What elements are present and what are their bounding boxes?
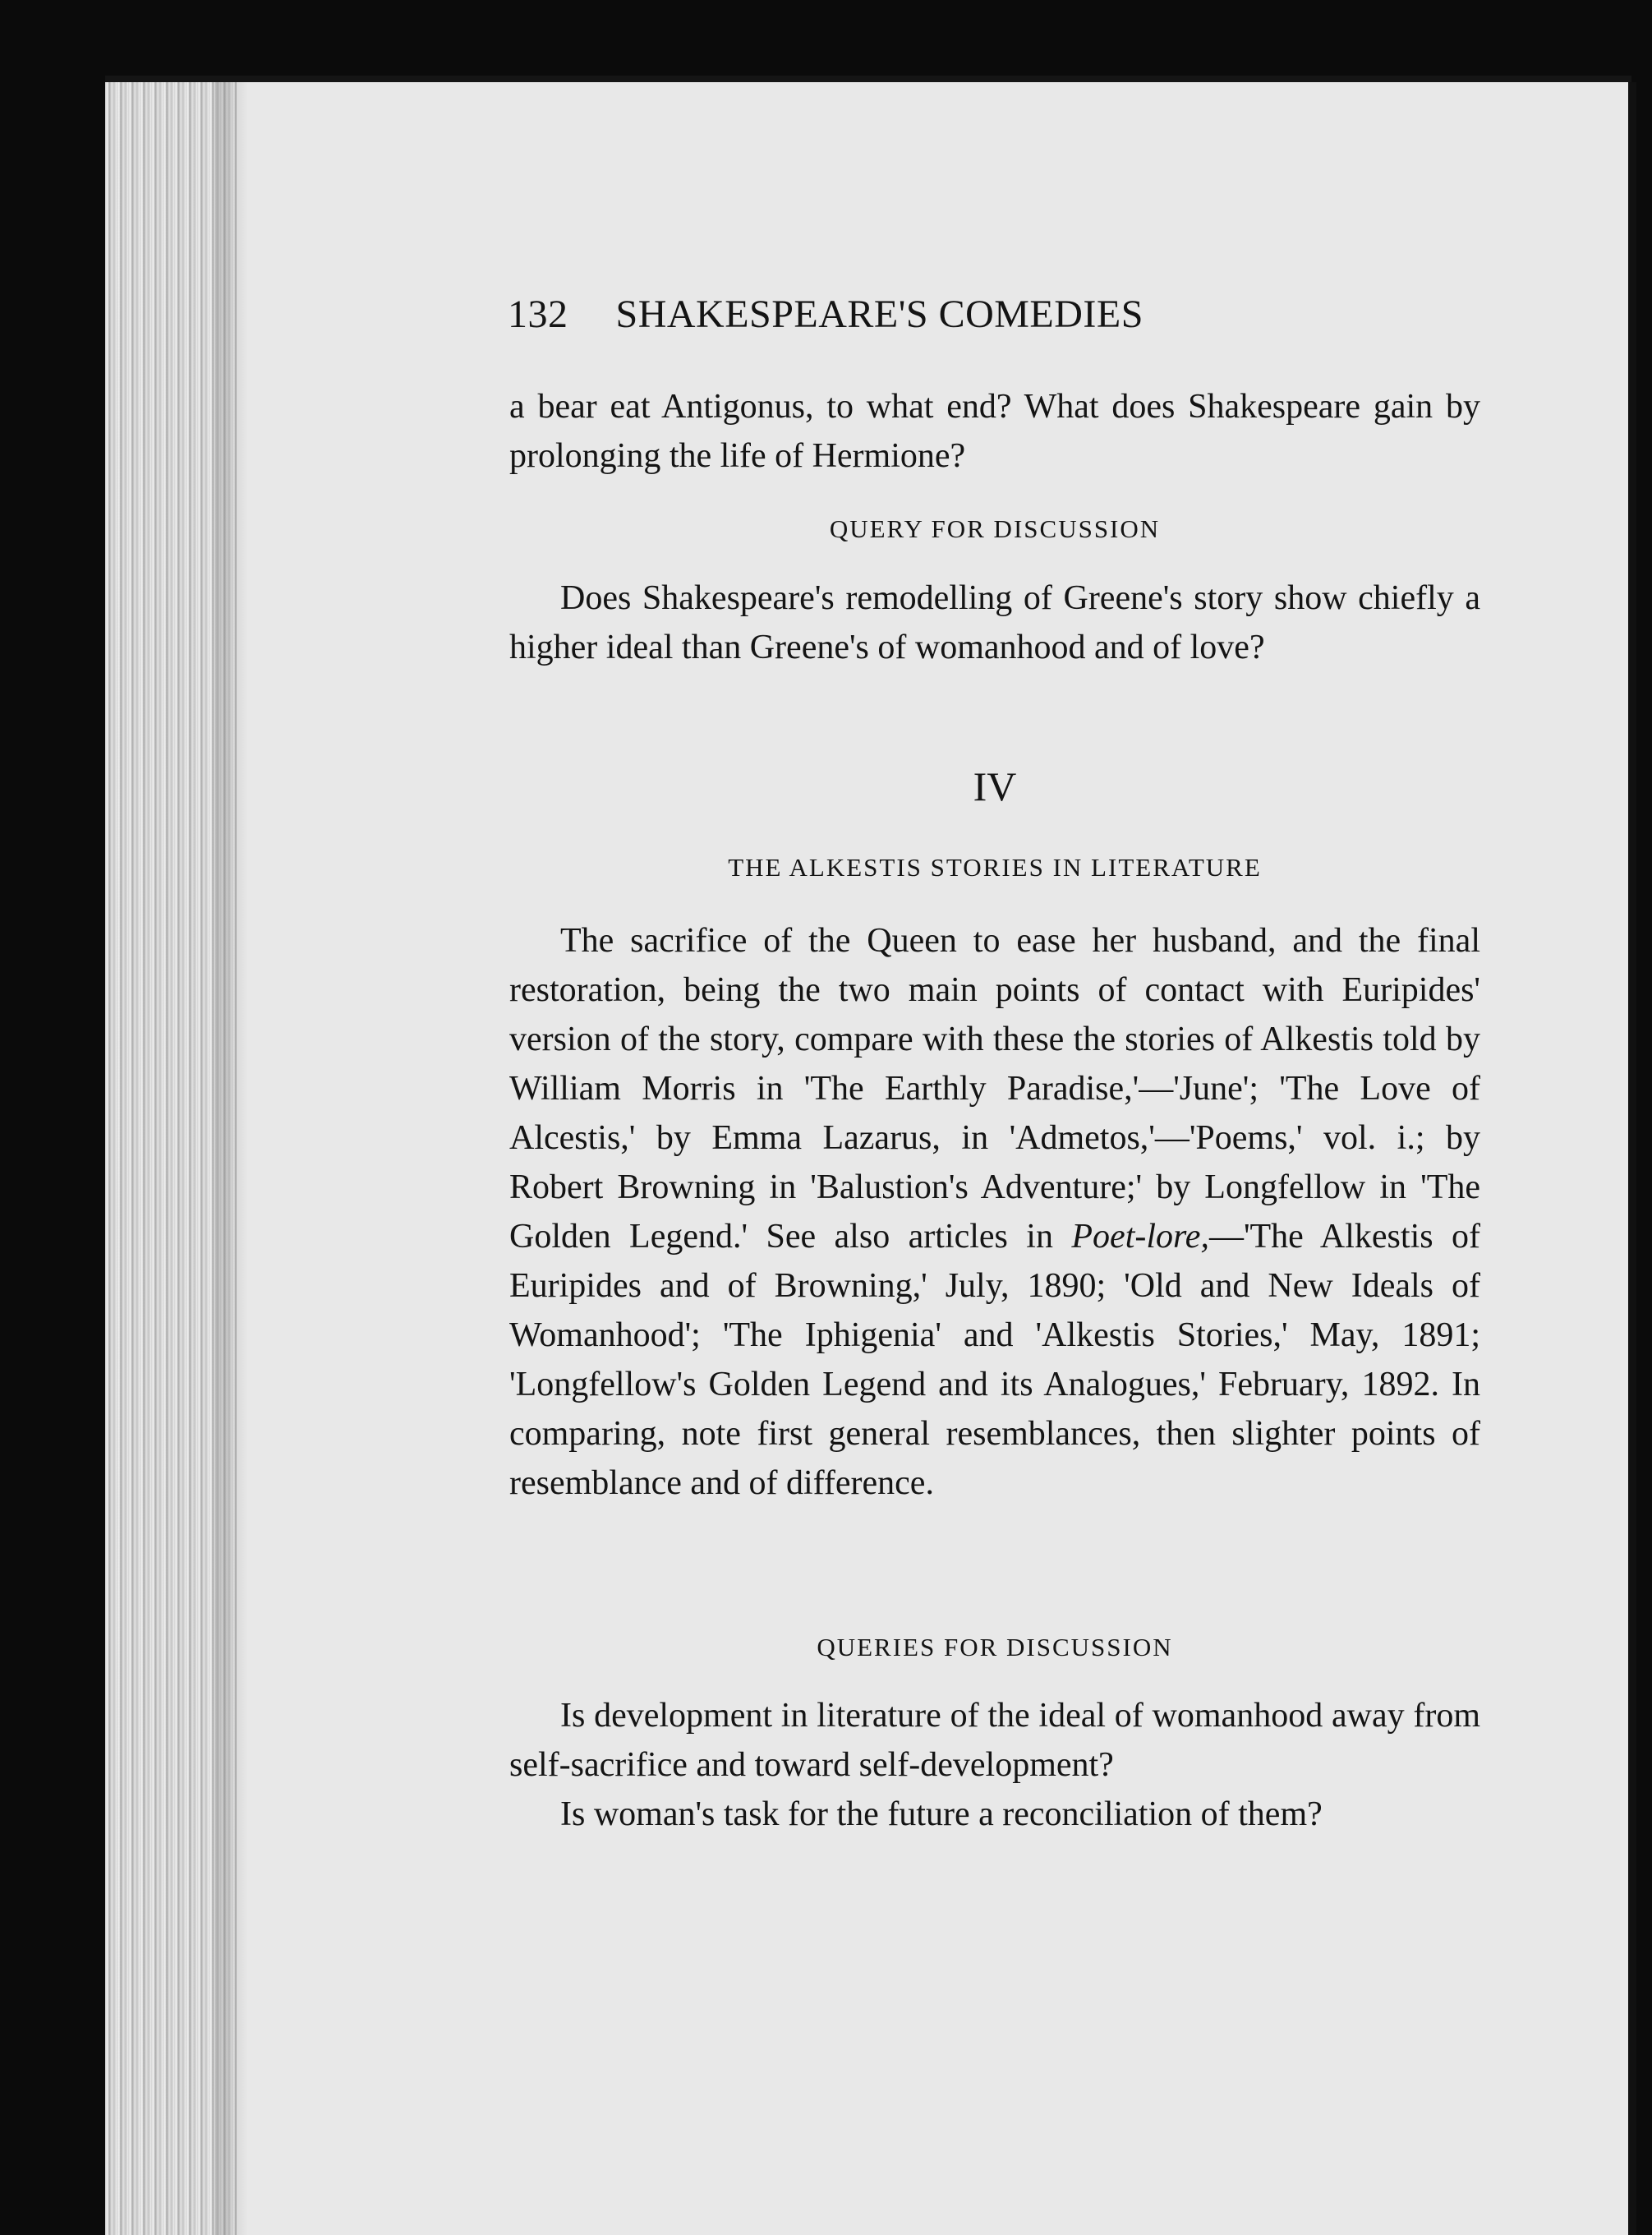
- gutter-shadow: [215, 82, 248, 2235]
- top-paragraph: [509, 382, 1480, 481]
- query-item: Is development in literature of the ideal of womanhood away from self-sacrifice and toward self-development?: [509, 1697, 1480, 1784]
- running-title: SHAKESPEARE'S COMEDIES: [615, 293, 1144, 336]
- main-paragraph-text: [509, 916, 1480, 1508]
- query-item: Is woman's task for the future a reconciliation of them?: [560, 1795, 1323, 1833]
- section-number: IV: [973, 763, 1017, 809]
- main-paragraph-part2: —'The Alkestis of Euripides and of Browning,' July, 1890; 'Old and New Ideals of Womanhood'; 'The Iphigenia' and 'Alkestis Stories,' May, 1891; 'Longfellow's Golden Legend and its Analogues,' February, 1892. In comparing, note first general resemblances, then slighter points of resemblance and of difference.: [509, 1218, 1480, 1502]
- main-paragraph-part1: The sacrifice of the Queen to ease her husband, and the final restoration, being the two main points of contact with Euripides' version of the story, compare with these the stories of Alkestis told by William Morris in 'The Earthly Paradise,'—'June'; 'The Love of Alcestis,' by Emma Lazarus, in 'Admetos,'—'Poems,' vol. i.; by Robert Browning in 'Balustion's Adventure;' by Longfellow in 'The Golden Legend.' See also articles in: [509, 922, 1480, 1256]
- query-heading: QUERY FOR DISCUSSION: [829, 514, 1161, 543]
- section-title: THE ALKESTIS STORIES IN LITERATURE: [728, 853, 1262, 882]
- query-text: Does Shakespeare's remodelling of Greene's story show chiefly a higher ideal than Greene's of womanhood and of love?: [509, 579, 1480, 666]
- query-paragraph: [509, 574, 1480, 672]
- scan-right-border: [1628, 82, 1636, 2235]
- top-paragraph-text: a bear eat Antigonus, to what end? What does Shakespeare gain by prolonging the life of Hermione?: [509, 388, 1480, 475]
- running-head: [508, 292, 1329, 337]
- main-paragraph: [509, 916, 1480, 1508]
- page-number: 132: [508, 293, 568, 336]
- queries-heading: QUERIES FOR DISCUSSION: [817, 1633, 1173, 1661]
- queries-list: [509, 1691, 1480, 1839]
- poet-lore-title: Poet-lore,: [1071, 1218, 1209, 1256]
